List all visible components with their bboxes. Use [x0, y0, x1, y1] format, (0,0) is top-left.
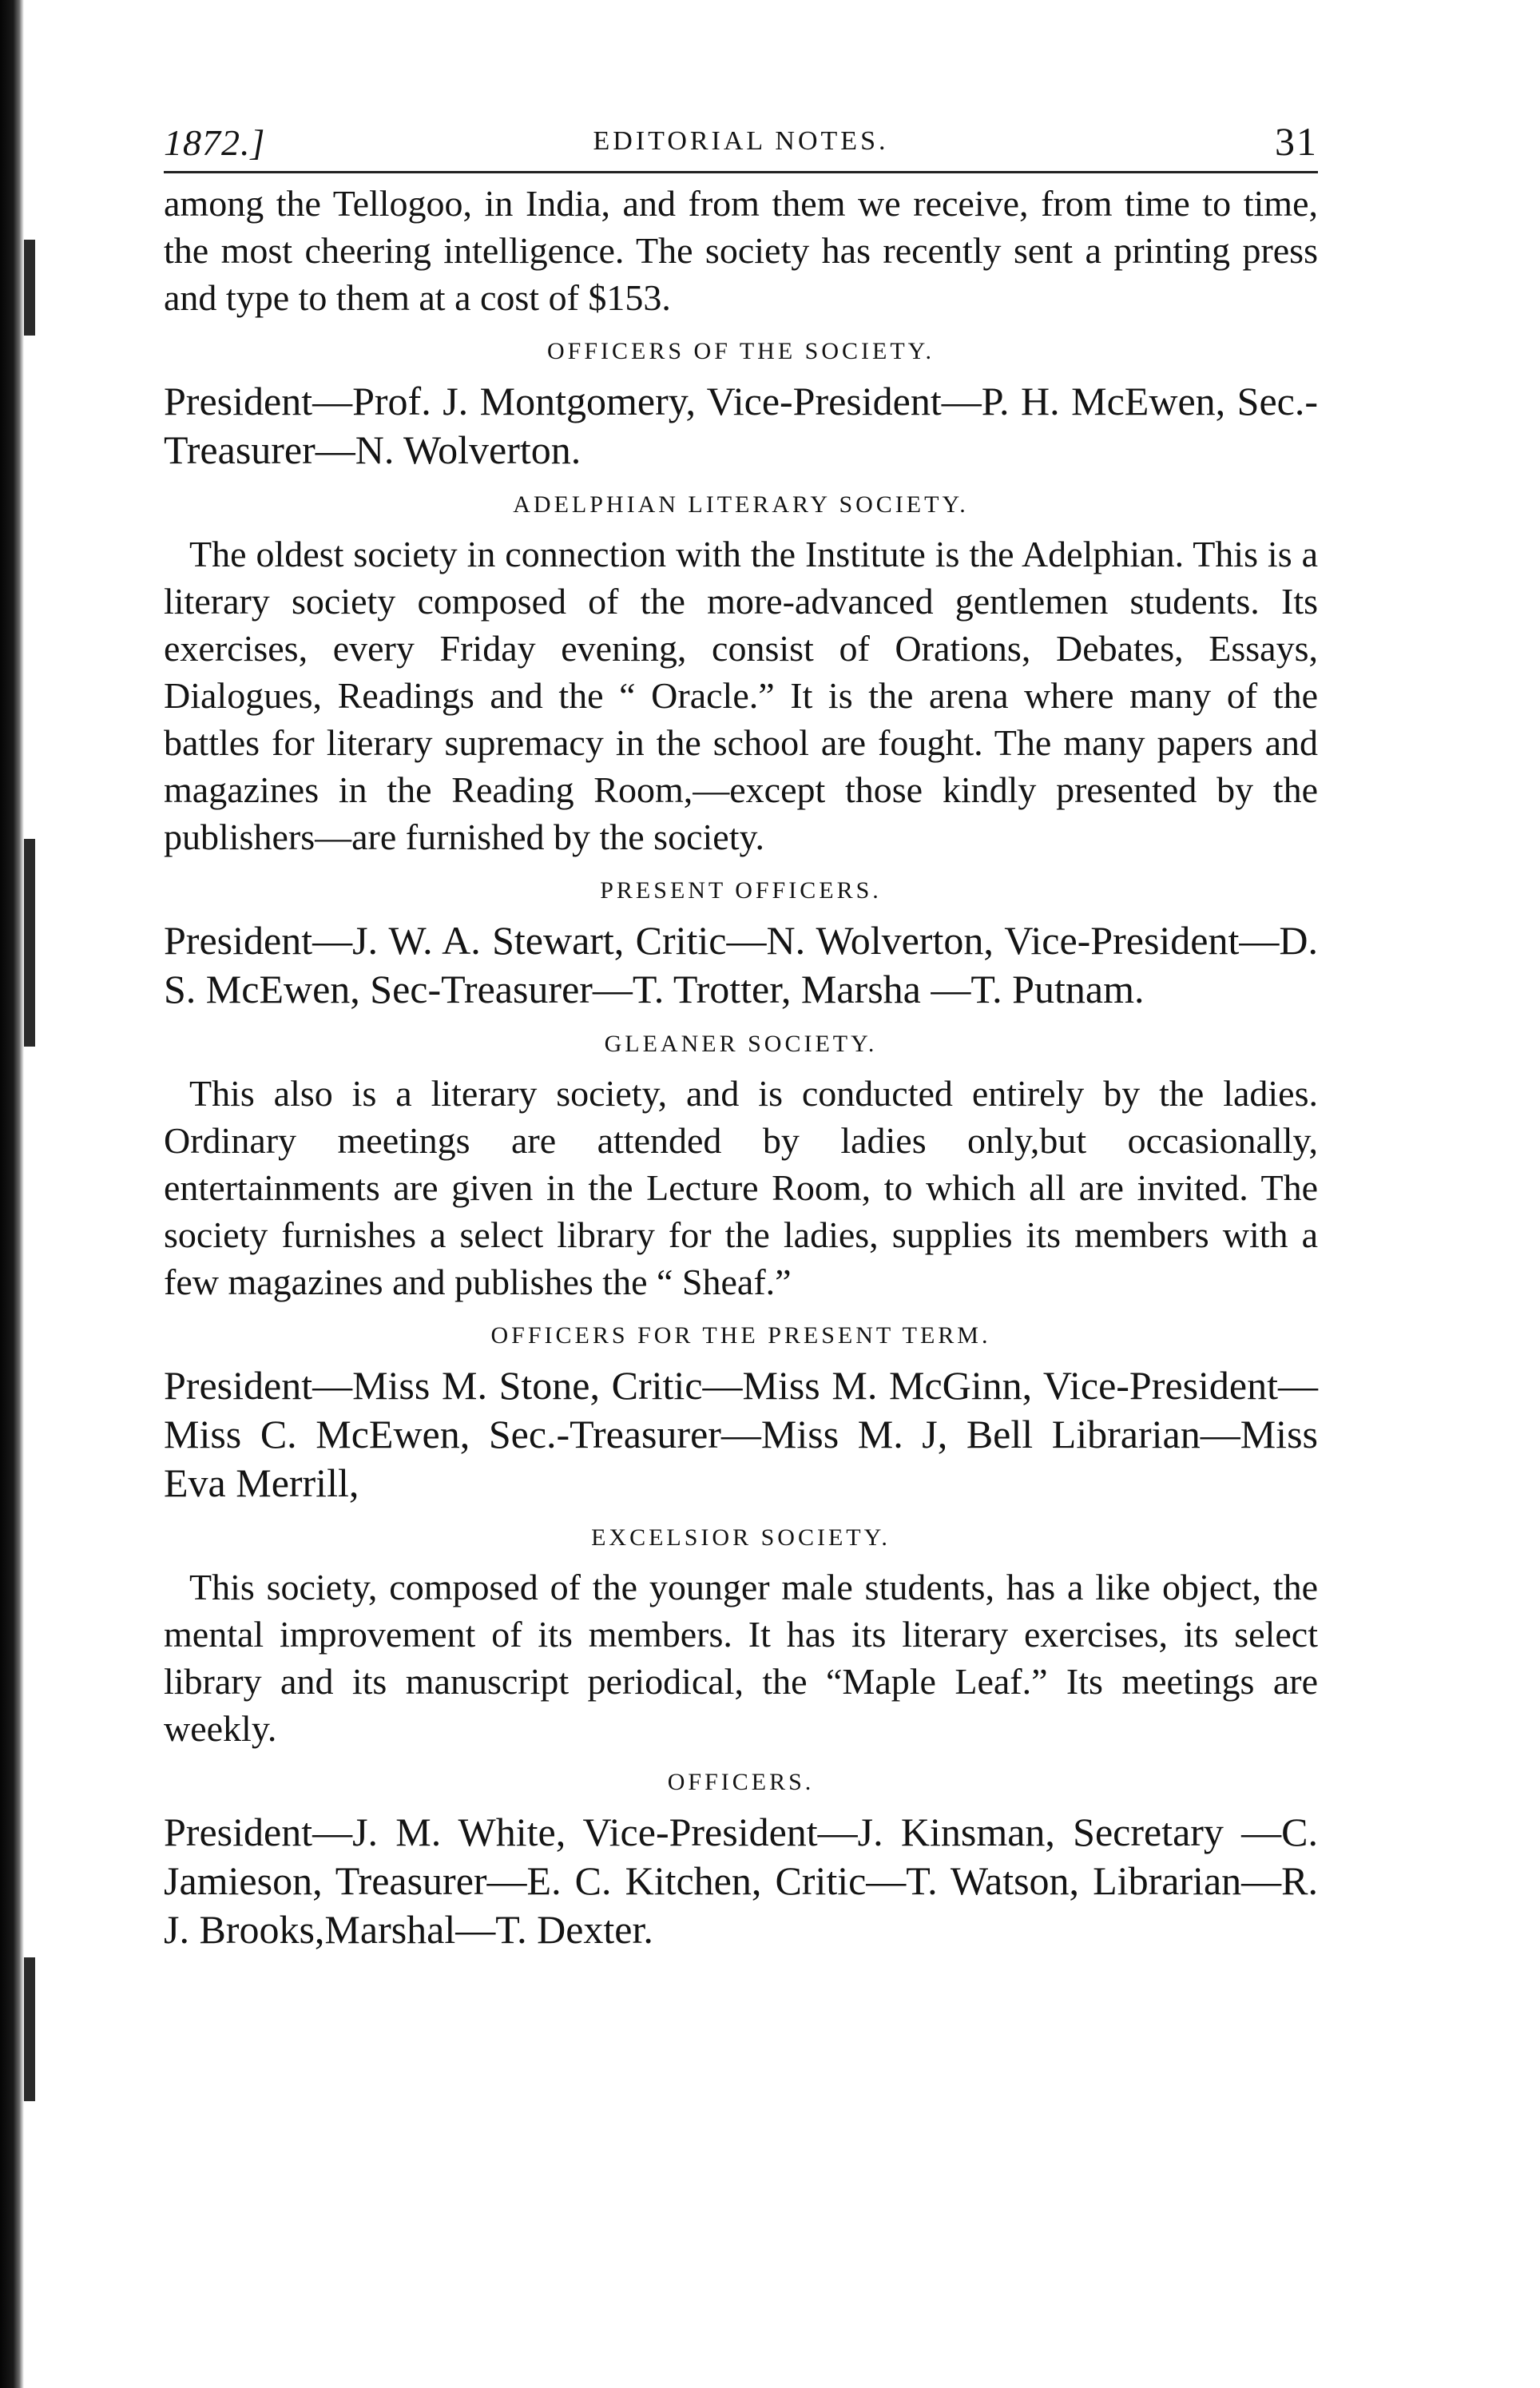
officers-list: President—J. M. White, Vice-President—J. Kinsman, Secretary —C. Jamieson, Treasurer—E. C. Kitchen, Critic—T. Watson, Librarian—R. J. Brooks,Marshal—T. Dexter.	[164, 1810, 1318, 1952]
section-heading: EXCELSIOR SOCIETY.	[591, 1524, 891, 1551]
intro-paragraph: among the Tellogoo, in India, and from them we receive, from time to time, the most cheering intelligence. The society has recently sent a printing press and type to them at a cost of $153.	[164, 183, 1318, 318]
page	[164, 112, 1318, 1954]
page-binding-edge	[0, 0, 24, 2388]
section-heading: OFFICERS FOR THE PRESENT TERM.	[490, 1322, 991, 1349]
section-heading: OFFICERS.	[667, 1769, 815, 1795]
section-heading: OFFICERS OF THE SOCIETY.	[547, 338, 935, 364]
body-paragraph: This society, composed of the younger male students, has a like object, the mental improvement of its members. It has its literary exercises, its select library and its manuscript periodical, the “Maple Leaf.” Its meetings are weekly.	[164, 1567, 1318, 1749]
binding-shadow	[24, 240, 35, 336]
binding-shadow	[24, 1957, 35, 2101]
header-title: EDITORIAL NOTES.	[593, 126, 889, 156]
officers-list: President—J. W. A. Stewart, Critic—N. Wolverton, Vice-President—D. S. McEwen, Sec-Treasurer—T. Trotter, Marsha —T. Putnam.	[164, 918, 1318, 1011]
section-heading: GLEANER SOCIETY.	[604, 1031, 878, 1057]
section-heading: ADELPHIAN LITERARY SOCIETY.	[513, 491, 969, 518]
body-paragraph: This also is a literary society, and is conducted entirely by the ladies. Ordinary meetings are attended by ladies only,but occasionally, entertainments are given in the Lecture Room, to which all are invited. The society furnishes a select library for the ladies, supplies its members with a few magazines and publishes the “ Sheaf.”	[164, 1073, 1318, 1302]
officers-list: President—Miss M. Stone, Critic—Miss M. McGinn, Vice-President—Miss C. McEwen, Sec.-Treasurer—Miss M. J, Bell Librarian—Miss Eva Merrill,	[164, 1363, 1318, 1505]
header-rule	[164, 171, 1318, 173]
officers-list: President—Prof. J. Montgomery, Vice-President—P. H. McEwen, Sec.-Treasurer—N. Wolverton.	[164, 379, 1318, 472]
header-year: 1872.]	[164, 122, 266, 163]
binding-shadow	[24, 839, 35, 1047]
page-number: 31	[1275, 119, 1318, 164]
running-header	[164, 112, 1318, 164]
section-heading: PRESENT OFFICERS.	[600, 877, 882, 904]
body-paragraph: The oldest society in connection with the Institute is the Adelphian. This is a literary society composed of the more-advanced gentlemen students. Its exercises, every Friday evening, consist of Orations, Debates, Essays, Dialogues, Readings and the “ Oracle.” It is the arena where many of the battles for literary supremacy in the school are fought. The many papers and magazines in the Reading Room,—except those kindly presented by the publishers—are furnished by the society.	[164, 534, 1318, 857]
